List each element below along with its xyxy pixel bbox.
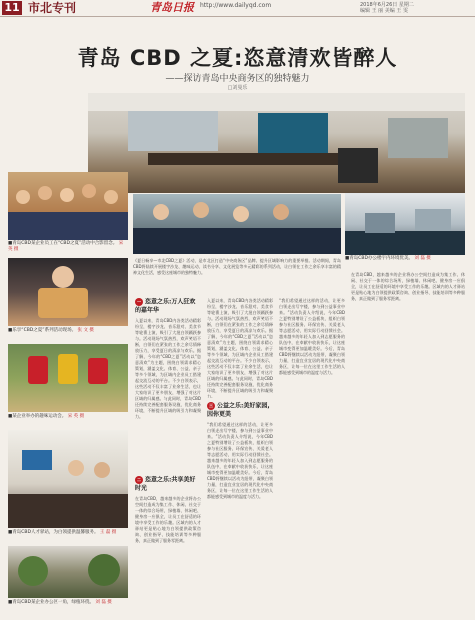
sports-event-photo: [8, 344, 128, 412]
section-body: “我们希望通过这样的活动，让更多白领走出写字楼，参与到公益事业中来。”活动负责人介绍说，今年CBD之夏特别增设了公益板块，组织白领参与社区服务、环保宣传、关爱老人等志愿活动，用实际行动回馈社会。越来越多的年轻人加入到志愿服务的队伍中，在奉献中收获快乐，让这座城市变得更加温暖美好。今后，青岛CBD将继续以活动为纽带，凝聚白领力量，打造宜业宜居的现代化中央商务区，让每一位在这里工作生活的人都能感受到城市的温度与活力。: [207, 422, 273, 499]
photo-caption: ■青岛CBD人才驿站，为白领提供温馨服务。 王 磊 摄: [8, 530, 117, 535]
photo-caption: ■青岛CBD办公楼宇内环境优美。 刘 磊 摄: [345, 256, 431, 261]
section-body: 入夏以来，青岛CBD内各类活动精彩纷呈，楼宇沙龙、音乐派对、美食节等轮番上演，吸引了大批白领踊跃参与。活动现场气氛热烈，欢声笑语不断，白领们在紧张的工作之余尽情释放压力，享受夏日的清凉与欢乐。据了解，今年的“CBD之夏”活动以“恣意清欢”为主题，围绕白领需求精心策划，涵盖文化、体育、公益、亲子等多个领域，为区域内企业员工搭建起交流互动的平台。不少白领表示，这些活动不仅丰富了业余生活，也让大家结识了更多朋友，增强了对这片区域的归属感。与此同时，青岛CBD还持续完善配套服务设施，优化商务环境，不断提升区域的吸引力和凝聚力。: [135, 318, 201, 419]
talent-station-photo: [8, 430, 128, 528]
green-lounge-photo: [8, 546, 128, 598]
section-body: “我们希望通过这样的活动，让更多白领走出写字楼，参与到公益事业中来。”活动负责人介绍说，今年CBD之夏特别增设了公益板块，组织白领参与社区服务、环保宣传、关爱老人等志愿活动，用实际行动回馈社会。越来越多的年轻人加入到志愿服务的队伍中，在奉献中收获快乐，让这座城市变得更加温暖美好。今后，青岛CBD将继续以活动为纽带，凝聚白领力量，打造宜业宜居的现代化中央商务区，让每一位在这里工作生活的人都能感受到城市的温度与活力。: [279, 298, 345, 375]
article-subheadline: ——探访青岛中央商务区的独特魅力: [165, 74, 310, 84]
article-author: □刘曼乐: [227, 85, 248, 91]
section-body: 在青岛CBD，越来越多的企业将办公空间打造成为集工作、休闲、社交于一体的综合场所，绿植墙、休闲吧、健身房一应俱全，让员工在舒适的环境中享受工作的乐趣。区域内的人才驿站更是贴心地为白领提供政策咨询、创业指导、技能培训等多种服务，真正做到了服务零距离。: [351, 272, 465, 301]
modern-office-photo: [345, 193, 465, 255]
photo-caption: ■乐享“CBD之夏”系列活动现场。 张 文 摄: [8, 328, 94, 333]
section-title: 市北专刊: [28, 1, 77, 15]
photo-caption: ■青岛CBD某企业员工在“CBD之夏”活动中合影留念。 宋 英 摄: [8, 241, 124, 252]
white-collar-group-photo: [8, 172, 128, 240]
section-body: 入夏以来，青岛CBD内各类活动精彩纷呈，楼宇沙龙、音乐派对、美食节等轮番上演，吸引了大批白领踊跃参与。活动现场气氛热烈，欢声笑语不断，白领们在紧张的工作之余尽情释放压力，享受夏日的清凉与欢乐。据了解，今年的“CBD之夏”活动以“恣意清欢”为主题，围绕白领需求精心策划，涵盖文化、体育、公益、亲子等多个领域，为区域内企业员工搭建起交流互动的平台。不少白领表示，这些活动不仅丰富了业余生活，也让大家结识了更多朋友，增强了对这片区域的归属感。与此同时，青岛CBD还持续完善配套服务设施，优化商务环境，不断提升区域的吸引力和凝聚力。: [207, 298, 273, 398]
newspaper-logo: 青岛日报: [150, 1, 194, 14]
date-editor-block: [360, 2, 470, 14]
article-lead: 《夏日畅享—市北CBD之夏》活动，是市北区打造“中央商务区”品牌、提升区域影响力的重要举措。活动期间，青岛CBD将陆续开展楼宇沙龙、趣味运动、读书分享、文化展览等多元精彩的系列活动，让白领在工作之余乐享丰富的精神文化生活，感受这座城市的独特魅力。: [133, 258, 341, 275]
photo-caption: ■青岛CBD某企业办公区一角，绿植环绕。 刘 磊 摄: [8, 600, 112, 605]
photo-caption: ■某企业举办的趣味运动会。 宋 英 摄: [8, 414, 85, 419]
page-number-badge: 11: [2, 1, 22, 15]
section-heading: 一 恣意之乐:万人狂欢的嘉年华: [135, 298, 196, 314]
office-interior-photo: [88, 93, 465, 193]
editor-line: 编辑 王 丽 美编 王 雯: [360, 8, 408, 14]
event-woman-photo: [8, 258, 128, 326]
section-body: 在青岛CBD，越来越多的企业将办公空间打造成为集工作、休闲、社交于一体的综合场所，绿植墙、休闲吧、健身房一应俱全，让员工在舒适的环境中享受工作的乐趣。区域内的人才驿站更是贴心地为白领提供政策咨询、创业指导、技能培训等多种服务，真正做到了服务零距离。: [135, 496, 201, 543]
website-url[interactable]: http://www.dailyqd.com: [200, 2, 272, 9]
section-heading: 三 公益之乐:美好家园,因你更美: [207, 402, 270, 418]
article-headline: 青岛 CBD 之夏:恣意清欢皆醉人: [77, 46, 398, 70]
section-heading: 二 恣意之乐:共享美好时光: [135, 476, 196, 492]
date-line: 2018年6月26日 星期二: [360, 2, 414, 8]
team-office-photo: [133, 194, 341, 254]
